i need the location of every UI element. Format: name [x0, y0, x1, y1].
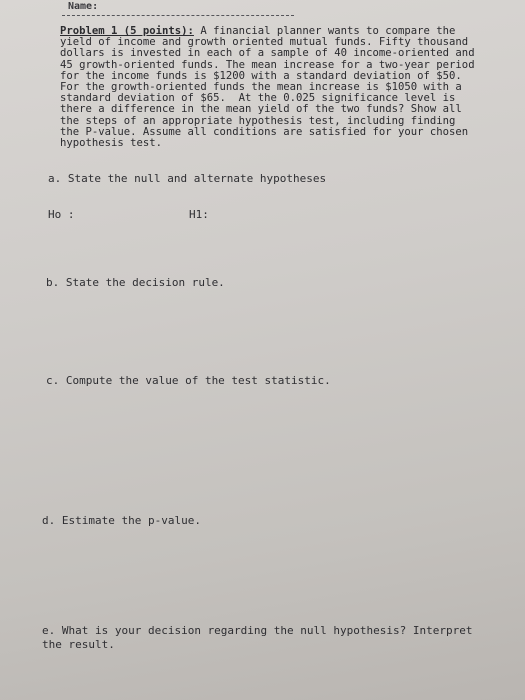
- question-c: c. Compute the value of the test statistic.: [46, 374, 331, 387]
- problem-title: Problem 1 (5 points):: [60, 25, 194, 37]
- question-e-line2: the result.: [42, 638, 115, 651]
- problem-line: the steps of an appropriate hypothesis test, including finding: [60, 114, 456, 127]
- problem-line: 45 growth-oriented funds. The mean increase for a two-year period: [60, 58, 475, 71]
- problem-line: dollars is invested in each of a sample of 40 income-oriented and: [60, 47, 475, 60]
- name-underline: [62, 15, 294, 16]
- question-b: b. State the decision rule.: [46, 276, 225, 289]
- problem-line: there a difference in the mean yield of the two funds? Show all: [60, 103, 462, 116]
- question-a: a. State the null and alternate hypotheses: [48, 172, 327, 185]
- problem-line: yield of income and growth oriented mutual funds. Fifty thousand: [60, 36, 469, 49]
- problem-first-line-text: A financial planner wants to compare the: [193, 25, 456, 37]
- problem-line: hypothesis test.: [60, 137, 163, 150]
- name-label: Name:: [68, 1, 99, 12]
- problem-line: for the income funds is $1200 with a standard deviation of $50.: [60, 69, 462, 82]
- problem-line: For the growth-oriented funds the mean increase is $1050 with a: [60, 81, 462, 94]
- question-e-line1: e. What is your decision regarding the null hypothesis? Interpret: [42, 624, 473, 637]
- alternate-hypothesis-label: H1:: [189, 208, 209, 221]
- problem-line: the P-value. Assume all conditions are satisfied for your chosen: [60, 125, 469, 138]
- null-hypothesis-label: Ho :: [48, 208, 75, 221]
- problem-statement: [60, 26, 512, 149]
- question-d: d. Estimate the p-value.: [42, 514, 201, 527]
- problem-line: standard deviation of $65. At the 0.025 significance level is: [60, 92, 456, 105]
